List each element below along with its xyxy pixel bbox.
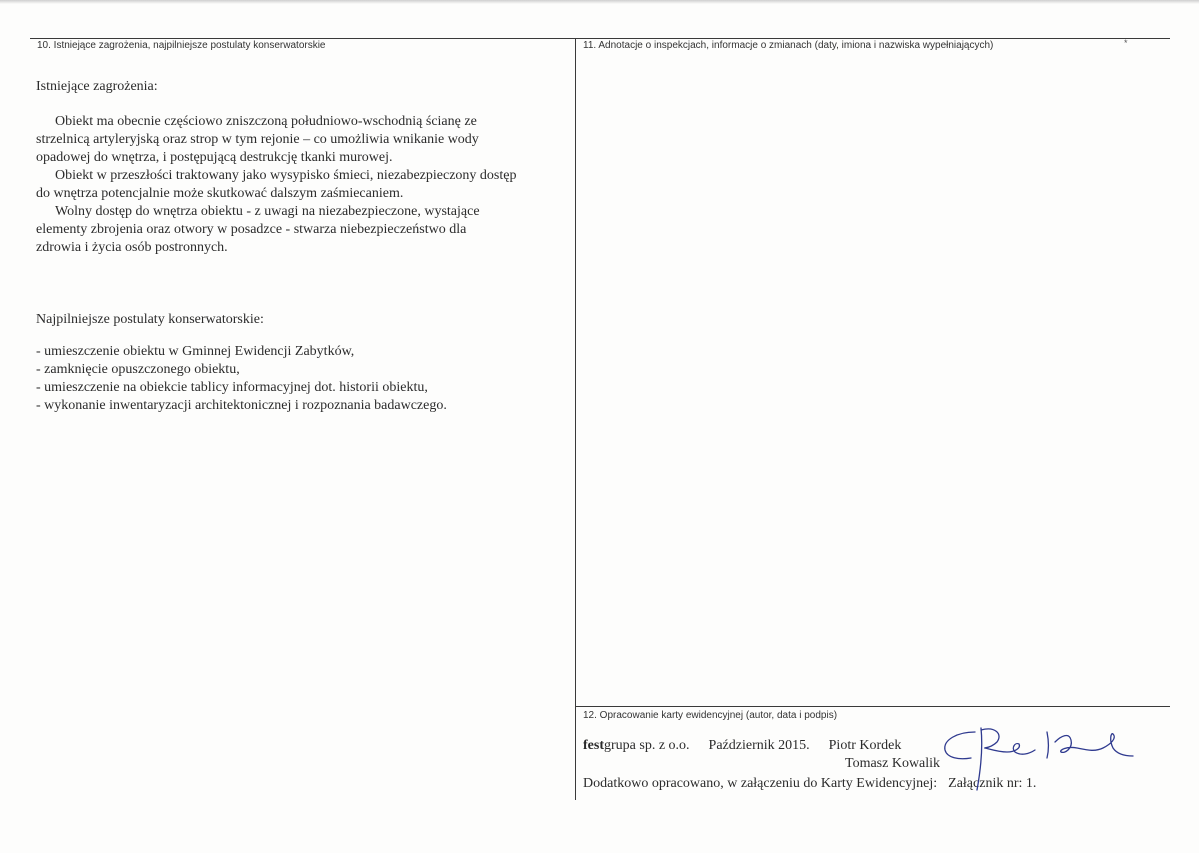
threat-line: Obiekt w przeszłości traktowany jako wysypisko śmieci, niezabezpieczony dostęp: [55, 168, 517, 183]
company-name-rest: grupa sp. z o.o.: [604, 738, 690, 753]
section12-header: 12. Opracowanie karty ewidencyjnej (autor, data i podpis): [583, 710, 838, 721]
postulates-title: Najpilniejsze postulaty konserwatorskie:: [36, 312, 264, 327]
stray-mark: *: [1124, 38, 1128, 48]
postulates-block: [36, 311, 566, 415]
section12-rule: [575, 706, 1170, 707]
threat-line: Wolny dostęp do wnętrza obiektu - z uwagi na niezabezpieczone, wystające: [55, 204, 480, 219]
attachment-number: Załącznik nr: 1.: [948, 776, 1037, 791]
signature-graphic: [935, 718, 1140, 798]
threat-line: strzelnicą artyleryjską oraz strop w tym rejonie – co umożliwia wnikanie wody: [36, 132, 479, 147]
threat-line: Obiekt ma obecnie częściowo zniszczoną południowo-wschodnią ścianę ze: [55, 114, 477, 129]
threat-line: opadowej do wnętrza, i postępującą destrukcję tkanki murowej.: [36, 150, 393, 165]
threat-line: zdrowia i życia osób postronnych.: [36, 240, 228, 255]
author-name-2: Tomasz Kowalik: [845, 756, 941, 771]
threat-paragraph-3: [36, 203, 566, 257]
additional-text: Dodatkowo opracowano, w załączeniu do Karty Ewidencyjnej:: [583, 776, 938, 791]
column-divider: [575, 38, 576, 800]
postulate-item: - umieszczenie obiektu w Gminnej Ewidencji Zabytków,: [36, 344, 355, 359]
threat-line: elementy zbrojenia oraz otwory w posadzce - stwarza niebezpieczeństwo dla: [36, 222, 467, 237]
section10-header: 10. Istniejące zagrożenia, najpilniejsze postulaty konserwatorskie: [37, 40, 326, 51]
section11-header: 11. Adnotacje o inspekcjach, informacje o zmianach (daty, imiona i nazwiska wypełniających): [583, 40, 994, 51]
paper-top-edge: [0, 0, 1199, 4]
threats-block: [36, 78, 566, 257]
threat-line: do wnętrza potencjalnie może skutkować dalszym zaśmiecaniem.: [36, 186, 404, 201]
signature: [935, 718, 1140, 798]
postulate-item: - wykonanie inwentaryzacji architektonicznej i rozpoznania badawczego.: [36, 398, 447, 413]
top-rule: [30, 38, 1170, 39]
author-name-1: Piotr Kordek: [828, 738, 902, 753]
postulate-item: - umieszczenie na obiekcie tablicy informacyjnej dot. historii obiektu,: [36, 380, 428, 395]
postulate-item: - zamknięcie opuszczonego obiektu,: [36, 362, 240, 377]
company-name-bold: fest: [583, 738, 604, 753]
threat-paragraph-1: [36, 113, 566, 167]
threat-paragraph-2: [36, 167, 566, 203]
prepared-date: Październik 2015.: [708, 738, 810, 753]
threats-title: Istniejące zagrożenia:: [36, 79, 158, 94]
